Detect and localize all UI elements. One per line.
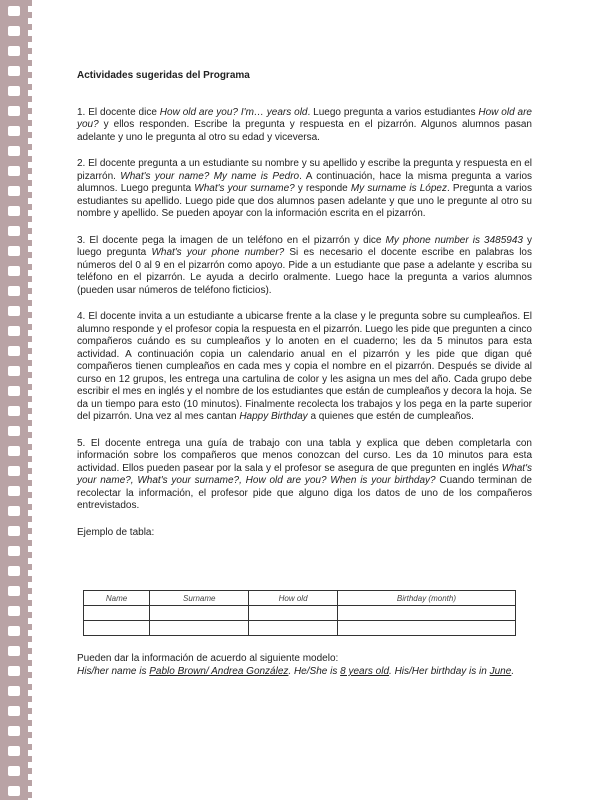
table-cell [150, 606, 249, 621]
table-header-cell: Name [84, 591, 150, 606]
binding-hole [8, 306, 20, 316]
model-text: . His/Her birthday is in [389, 666, 490, 677]
binding-hole [8, 246, 20, 256]
english-phrase: Happy Birthday [239, 411, 308, 422]
model-name: Pablo Brown/ Andrea González [149, 666, 289, 677]
table-cell [337, 606, 515, 621]
table-row [84, 606, 516, 621]
activity-paragraph [77, 438, 532, 513]
table-cell [84, 621, 150, 636]
binding-hole [8, 26, 20, 36]
binding-hole [8, 686, 20, 696]
binding-hole [8, 146, 20, 156]
binding-hole [8, 426, 20, 436]
binding-hole [8, 786, 20, 796]
table-header-cell: Surname [150, 591, 249, 606]
decorative-binding-strip [0, 0, 32, 800]
english-phrase: What's your surname? [194, 183, 295, 194]
binding-hole [8, 326, 20, 336]
activity-paragraph [77, 311, 532, 424]
table-header-cell: Birthday (month) [337, 591, 515, 606]
binding-hole [8, 206, 20, 216]
table-cell [249, 621, 338, 636]
binding-hole [8, 506, 20, 516]
document-body [77, 70, 532, 559]
activity-paragraph [77, 235, 532, 298]
activity-text: y ellos responden. Escribe la pregunta y respuesta en el pizarrón. Algunos alumnos pasan adelante y uno le pregunta al otro su edad y viceversa. [77, 119, 532, 143]
activity-text: El docente pega la imagen de un teléfono en el pizarrón y dice [89, 234, 386, 246]
activity-text: El docente invita a un estudiante a ubicarse frente a la clase y le pregunta sobre su cumpleaños. El alumno responde y el profesor copia la respuesta en el pizarrón. Luego les pide que pregunten a cinco compañeros cuándo es su cumpleaños y lo anoten en el cuaderno; les da 5 minutos para esta actividad. A continuación copia un calendario anual en el pizarrón y les pide que digan qué compañeros tienen cumpleaños en cada mes y copia el nombre en el pizarrón. Después se divide al curso en 12 grupos, les entrega una cartulina de color y les asigna un mes del año. Cada grupo debe escribir el mes en inglés y el nombre de los estudiantes que están de cumpleaños y decora la hoja. Se da un tiempo para esto (10 minutos). Finalmente recolecta los trabajos y los pega en la parte superior del pizarrón. Una vez al mes cantan [77, 311, 532, 422]
activity-text: Si es necesario el docente escribe en palabras los números del 0 al 9 en el pizarrón como apoyo. Pide a un estudiante que pase a adelante y escriba su teléfono en el pizarrón. Le ayuda a decirlo oralmente. Luego hace la pregunta a varios alumnos (pueden usar números de teléfono ficticios). [77, 247, 532, 296]
binding-hole [8, 586, 20, 596]
activity-text: El docente pregunta a un estudiante su nombre y su apellido y escribe la pregunta y respuesta en el pizarrón. [77, 158, 532, 182]
activity-text: y responde [294, 183, 351, 194]
binding-hole [8, 46, 20, 56]
activity-text: y luego pregunta [77, 234, 533, 258]
activity-text: El docente dice [88, 106, 160, 118]
binding-hole [8, 706, 20, 716]
model-month: June [489, 666, 512, 677]
binding-hole [8, 166, 20, 176]
binding-hole [8, 126, 20, 136]
activity-text: a quienes que estén de cumpleaños. [307, 411, 474, 422]
binding-hole [8, 626, 20, 636]
activity-text: . A continuación, hace la misma pregunta a varios alumnos. Luego pregunta [77, 170, 533, 194]
binding-hole [8, 66, 20, 76]
binding-hole [8, 346, 20, 356]
english-phrase: How old are you? I'm… years old [159, 106, 308, 118]
table-header-row [84, 591, 516, 606]
english-phrase: What's your phone number? [151, 247, 285, 258]
table-header-cell: How old [249, 591, 338, 606]
english-phrase: My surname is López [350, 183, 447, 194]
activity-number: 5. [77, 437, 91, 449]
activity-text: . Pregunta a varios estudiantes su apellido. Luego pide que dos alumnos pasen adelante y que uno le pregunte al otro su nombre y apellido. Se pueden apoyar con la información escrita en el pizarrón. [77, 183, 532, 219]
model-text: . He/She is [288, 666, 341, 677]
model-age: 8 years old [340, 666, 390, 677]
table-label: Ejemplo de tabla: [77, 526, 155, 538]
binding-hole [8, 666, 20, 676]
binding-hole [8, 386, 20, 396]
binding-hole [8, 526, 20, 536]
binding-hole [8, 106, 20, 116]
binding-hole [8, 746, 20, 756]
binding-hole [8, 486, 20, 496]
table-row [84, 621, 516, 636]
binding-hole [8, 566, 20, 576]
binding-hole [8, 286, 20, 296]
model-text: His/her name is [77, 666, 150, 677]
activity-number: 3. [77, 234, 90, 246]
model-text: . [511, 666, 515, 677]
english-phrase: My phone number is 3485943 [385, 234, 523, 246]
activity-number: 1. [77, 106, 89, 118]
binding-hole [8, 226, 20, 236]
english-phrase: What's your name?, What's your surname?, How old are you? When is your birthday? [77, 462, 532, 486]
binding-hole [8, 446, 20, 456]
binding-hole [8, 766, 20, 776]
table-body [84, 606, 516, 636]
strip-edge [28, 0, 32, 800]
activity-number: 4. [77, 311, 89, 322]
binding-hole [8, 726, 20, 736]
example-table [83, 590, 516, 636]
binding-hole [8, 546, 20, 556]
model-example [77, 665, 532, 678]
activity-paragraph [77, 158, 532, 221]
activity-text: El docente entrega una guía de trabajo con una tabla y explica que deben completarla con información sobre los compañeros que menos conozcan del curso. Les da 10 minutos para esta actividad. Ellos pueden pasear por la sala y el profesor se asegura de que pregunten en inglés [77, 437, 532, 474]
model-sentence [77, 652, 532, 678]
activity-number: 2. [77, 158, 89, 169]
binding-hole [8, 366, 20, 376]
binding-hole [8, 6, 20, 16]
binding-hole [8, 466, 20, 476]
activity-text: Cuando terminan de recolectar la información, el profesor pide que alguno diga los datos de uno de los compañeros entrevistados. [77, 475, 532, 511]
binding-hole [8, 406, 20, 416]
page-title: Actividades sugeridas del Programa [77, 70, 250, 81]
table-cell [249, 606, 338, 621]
activity-text: . Luego pregunta a varios estudiantes [307, 106, 479, 118]
binding-hole [8, 186, 20, 196]
binding-hole [8, 266, 20, 276]
activity-paragraph [77, 107, 532, 145]
table-cell [150, 621, 249, 636]
table-cell [337, 621, 515, 636]
binding-hole [8, 606, 20, 616]
binding-hole [8, 646, 20, 656]
english-phrase: What's your name? My name is Pedro [120, 170, 300, 182]
table-cell [84, 606, 150, 621]
activity-list [77, 107, 532, 513]
model-intro: Pueden dar la información de acuerdo al siguiente modelo: [77, 653, 339, 664]
binding-hole [8, 86, 20, 96]
english-phrase: How old are you? [77, 106, 532, 130]
